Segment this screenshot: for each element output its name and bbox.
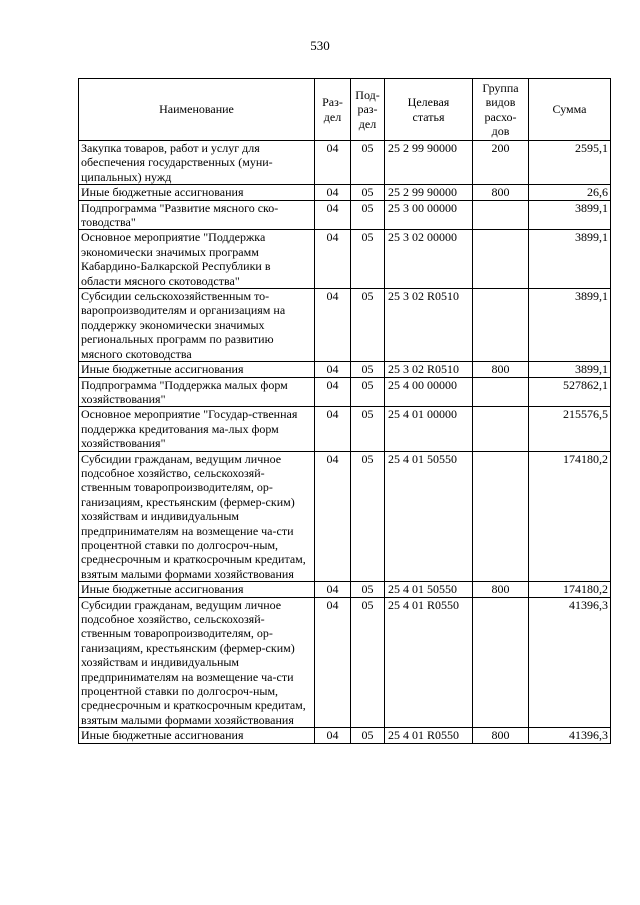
header-name: Наименование: [79, 79, 315, 141]
cell-razdel: 04: [315, 597, 351, 728]
cell-podrazdel: 05: [351, 582, 385, 597]
cell-sum: 3899,1: [529, 230, 611, 289]
table-row: [79, 407, 611, 451]
cell-target: 25 4 01 00000: [385, 407, 473, 451]
cell-razdel: 04: [315, 377, 351, 407]
cell-name: Субсидии сельскохозяйственным то-варопроизводителям и организациям на поддержку экономически значимых региональных программ по развитию мясного скотоводства: [79, 289, 315, 362]
cell-group: [473, 597, 529, 728]
cell-name: Подпрограмма "Развитие мясного ско-товодства": [79, 200, 315, 230]
cell-name: Иные бюджетные ассигнования: [79, 582, 315, 597]
cell-podrazdel: 05: [351, 362, 385, 377]
cell-podrazdel: 05: [351, 407, 385, 451]
header-group: Группа видов расхо- дов: [473, 79, 529, 141]
cell-sum: 174180,2: [529, 451, 611, 582]
cell-podrazdel: 05: [351, 185, 385, 200]
table-row: [79, 377, 611, 407]
cell-sum: 527862,1: [529, 377, 611, 407]
cell-podrazdel: 05: [351, 200, 385, 230]
cell-razdel: 04: [315, 362, 351, 377]
cell-target: 25 4 01 50550: [385, 582, 473, 597]
table-row: [79, 597, 611, 728]
cell-sum: 3899,1: [529, 289, 611, 362]
header-target: Целевая статья: [385, 79, 473, 141]
cell-name: Подпрограмма "Поддержка малых форм хозяйствования": [79, 377, 315, 407]
cell-sum: 41396,3: [529, 597, 611, 728]
cell-target: 25 3 02 R0510: [385, 362, 473, 377]
cell-group: [473, 230, 529, 289]
table-row: [79, 451, 611, 582]
cell-name: Основное мероприятие "Государ-ственная поддержка кредитования ма-лых форм хозяйствования": [79, 407, 315, 451]
cell-group: 800: [473, 728, 529, 743]
table-row: [79, 728, 611, 743]
cell-podrazdel: 05: [351, 377, 385, 407]
cell-group: 200: [473, 141, 529, 185]
table-row: [79, 289, 611, 362]
cell-group: 800: [473, 582, 529, 597]
cell-target: 25 3 02 R0510: [385, 289, 473, 362]
page-number: 530: [310, 38, 330, 53]
cell-podrazdel: 05: [351, 141, 385, 185]
table-row: [79, 185, 611, 200]
cell-razdel: 04: [315, 582, 351, 597]
cell-target: 25 2 99 90000: [385, 185, 473, 200]
cell-target: 25 4 01 R0550: [385, 597, 473, 728]
cell-razdel: 04: [315, 230, 351, 289]
table-body: [79, 141, 611, 744]
cell-target: 25 4 00 00000: [385, 377, 473, 407]
cell-razdel: 04: [315, 728, 351, 743]
budget-table: [78, 78, 611, 744]
cell-sum: 26,6: [529, 185, 611, 200]
cell-sum: 174180,2: [529, 582, 611, 597]
cell-group: 800: [473, 185, 529, 200]
cell-sum: 3899,1: [529, 362, 611, 377]
cell-sum: 41396,3: [529, 728, 611, 743]
table-header-row: [79, 79, 611, 141]
cell-podrazdel: 05: [351, 230, 385, 289]
table-row: [79, 362, 611, 377]
table-row: [79, 582, 611, 597]
cell-razdel: 04: [315, 141, 351, 185]
cell-target: 25 4 01 R0550: [385, 728, 473, 743]
header-podrazdel: Под- раз- дел: [351, 79, 385, 141]
cell-name: Иные бюджетные ассигнования: [79, 362, 315, 377]
cell-target: 25 3 02 00000: [385, 230, 473, 289]
cell-razdel: 04: [315, 451, 351, 582]
cell-target: 25 2 99 90000: [385, 141, 473, 185]
header-sum: Сумма: [529, 79, 611, 141]
cell-sum: 3899,1: [529, 200, 611, 230]
cell-target: 25 3 00 00000: [385, 200, 473, 230]
cell-group: 800: [473, 362, 529, 377]
cell-target: 25 4 01 50550: [385, 451, 473, 582]
cell-sum: 2595,1: [529, 141, 611, 185]
table-row: [79, 230, 611, 289]
cell-name: Закупка товаров, работ и услуг для обеспечения государственных (муни-ципальных) нужд: [79, 141, 315, 185]
cell-name: Основное мероприятие "Поддержка экономически значимых программ Кабардино-Балкарской Республики в области мясного скотоводства": [79, 230, 315, 289]
cell-sum: 215576,5: [529, 407, 611, 451]
cell-razdel: 04: [315, 289, 351, 362]
cell-name: Субсидии гражданам, ведущим личное подсобное хозяйство, сельскохозяй-ственным товаропроизводителям, ор-ганизациям, крестьянским (фермер-ским) хозяйствам и индивидуальным предпринимателям на возмещение ча-сти процентной ставки по долгосроч-ным, среднесрочным и краткосрочным кредитам, взятым малыми формами хозяйствования: [79, 597, 315, 728]
cell-razdel: 04: [315, 407, 351, 451]
cell-name: Иные бюджетные ассигнования: [79, 185, 315, 200]
cell-razdel: 04: [315, 200, 351, 230]
cell-group: [473, 289, 529, 362]
cell-name: Иные бюджетные ассигнования: [79, 728, 315, 743]
cell-name: Субсидии гражданам, ведущим личное подсобное хозяйство, сельскохозяй-ственным товаропроизводителям, ор-ганизациям, крестьянским (фермер-ским) хозяйствам и индивидуальным предпринимателям на возмещение ча-сти процентной ставки по долгосроч-ным, среднесрочным и краткосрочным кредитам, взятым малыми формами хозяйствования: [79, 451, 315, 582]
cell-razdel: 04: [315, 185, 351, 200]
cell-podrazdel: 05: [351, 728, 385, 743]
cell-group: [473, 451, 529, 582]
table-row: [79, 141, 611, 185]
cell-podrazdel: 05: [351, 451, 385, 582]
table-row: [79, 200, 611, 230]
cell-group: [473, 377, 529, 407]
cell-podrazdel: 05: [351, 597, 385, 728]
cell-podrazdel: 05: [351, 289, 385, 362]
cell-group: [473, 407, 529, 451]
cell-group: [473, 200, 529, 230]
header-razdel: Раз- дел: [315, 79, 351, 141]
